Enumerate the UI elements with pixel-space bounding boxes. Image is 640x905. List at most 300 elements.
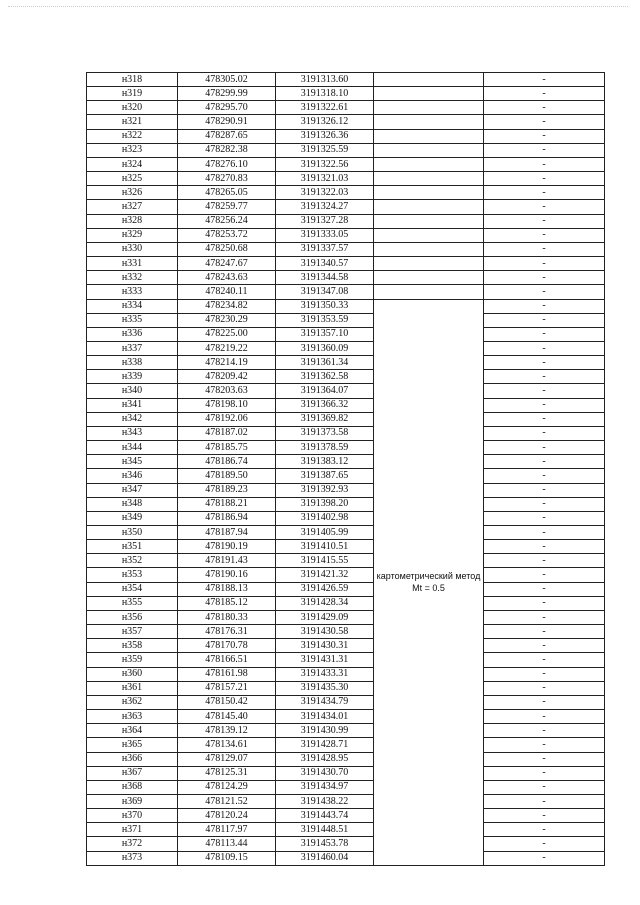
table-row <box>87 285 605 299</box>
x-coordinate-cell: 478166.51 <box>178 653 276 667</box>
y-coordinate-cell: 3191438.22 <box>276 794 374 808</box>
y-coordinate-cell: 3191435.30 <box>276 681 374 695</box>
empty-cell <box>374 228 484 242</box>
table-row <box>87 837 605 851</box>
point-name-cell: н339 <box>87 370 178 384</box>
note-cell: - <box>484 511 605 525</box>
empty-cell <box>374 73 484 87</box>
point-name-cell: н322 <box>87 129 178 143</box>
note-cell: - <box>484 186 605 200</box>
table-row <box>87 172 605 186</box>
x-coordinate-cell: 478161.98 <box>178 667 276 681</box>
table-row <box>87 327 605 341</box>
point-name-cell: н351 <box>87 540 178 554</box>
note-cell: - <box>484 568 605 582</box>
note-cell: - <box>484 441 605 455</box>
y-coordinate-cell: 3191434.01 <box>276 710 374 724</box>
point-name-cell: н335 <box>87 313 178 327</box>
table-row <box>87 497 605 511</box>
table-row <box>87 823 605 837</box>
y-coordinate-cell: 3191360.09 <box>276 341 374 355</box>
y-coordinate-cell: 3191340.57 <box>276 257 374 271</box>
table-row <box>87 341 605 355</box>
table-row <box>87 724 605 738</box>
x-coordinate-cell: 478186.74 <box>178 455 276 469</box>
table-row <box>87 596 605 610</box>
note-cell: - <box>484 129 605 143</box>
x-coordinate-cell: 478188.21 <box>178 497 276 511</box>
note-cell: - <box>484 837 605 851</box>
note-cell: - <box>484 667 605 681</box>
empty-cell <box>374 87 484 101</box>
x-coordinate-cell: 478134.61 <box>178 738 276 752</box>
table-row <box>87 200 605 214</box>
note-cell: - <box>484 271 605 285</box>
table-row <box>87 101 605 115</box>
x-coordinate-cell: 478253.72 <box>178 228 276 242</box>
x-coordinate-cell: 478145.40 <box>178 710 276 724</box>
x-coordinate-cell: 478191.43 <box>178 554 276 568</box>
y-coordinate-cell: 3191434.79 <box>276 695 374 709</box>
note-cell: - <box>484 327 605 341</box>
table-row <box>87 625 605 639</box>
point-name-cell: н353 <box>87 568 178 582</box>
y-coordinate-cell: 3191443.74 <box>276 809 374 823</box>
y-coordinate-cell: 3191361.34 <box>276 356 374 370</box>
empty-cell <box>374 186 484 200</box>
x-coordinate-cell: 478190.19 <box>178 540 276 554</box>
note-cell: - <box>484 794 605 808</box>
x-coordinate-cell: 478219.22 <box>178 341 276 355</box>
table-row <box>87 257 605 271</box>
point-name-cell: н324 <box>87 157 178 171</box>
table-row <box>87 214 605 228</box>
point-name-cell: н356 <box>87 610 178 624</box>
point-name-cell: н371 <box>87 823 178 837</box>
point-name-cell: н363 <box>87 710 178 724</box>
empty-cell <box>374 143 484 157</box>
x-coordinate-cell: 478250.68 <box>178 242 276 256</box>
y-coordinate-cell: 3191322.61 <box>276 101 374 115</box>
y-coordinate-cell: 3191430.31 <box>276 639 374 653</box>
point-name-cell: н343 <box>87 426 178 440</box>
x-coordinate-cell: 478265.05 <box>178 186 276 200</box>
note-cell: - <box>484 738 605 752</box>
point-name-cell: н358 <box>87 639 178 653</box>
scan-edge-marks <box>8 6 628 11</box>
y-coordinate-cell: 3191392.93 <box>276 483 374 497</box>
y-coordinate-cell: 3191398.20 <box>276 497 374 511</box>
x-coordinate-cell: 478113.44 <box>178 837 276 851</box>
note-cell: - <box>484 341 605 355</box>
y-coordinate-cell: 3191405.99 <box>276 526 374 540</box>
note-cell: - <box>484 639 605 653</box>
point-name-cell: н320 <box>87 101 178 115</box>
point-name-cell: н346 <box>87 469 178 483</box>
note-cell: - <box>484 610 605 624</box>
x-coordinate-cell: 478189.23 <box>178 483 276 497</box>
x-coordinate-cell: 478186.94 <box>178 511 276 525</box>
y-coordinate-cell: 3191387.65 <box>276 469 374 483</box>
x-coordinate-cell: 478295.70 <box>178 101 276 115</box>
point-name-cell: н369 <box>87 794 178 808</box>
x-coordinate-cell: 478185.12 <box>178 596 276 610</box>
x-coordinate-cell: 478234.82 <box>178 299 276 313</box>
x-coordinate-cell: 478287.65 <box>178 129 276 143</box>
x-coordinate-cell: 478139.12 <box>178 724 276 738</box>
table-row <box>87 540 605 554</box>
coordinates-table-body <box>87 73 605 866</box>
note-cell: - <box>484 823 605 837</box>
table-row <box>87 129 605 143</box>
note-cell: - <box>484 526 605 540</box>
table-row <box>87 766 605 780</box>
table-row <box>87 412 605 426</box>
note-cell: - <box>484 540 605 554</box>
table-row <box>87 469 605 483</box>
x-coordinate-cell: 478187.94 <box>178 526 276 540</box>
y-coordinate-cell: 3191460.04 <box>276 851 374 865</box>
note-cell: - <box>484 285 605 299</box>
y-coordinate-cell: 3191434.97 <box>276 780 374 794</box>
y-coordinate-cell: 3191327.28 <box>276 214 374 228</box>
empty-cell <box>374 172 484 186</box>
table-row <box>87 157 605 171</box>
note-cell: - <box>484 695 605 709</box>
table-row <box>87 653 605 667</box>
table-row <box>87 526 605 540</box>
note-cell: - <box>484 851 605 865</box>
note-cell: - <box>484 172 605 186</box>
point-name-cell: н355 <box>87 596 178 610</box>
note-cell: - <box>484 681 605 695</box>
x-coordinate-cell: 478109.15 <box>178 851 276 865</box>
note-cell: - <box>484 724 605 738</box>
table-row <box>87 313 605 327</box>
point-name-cell: н354 <box>87 582 178 596</box>
table-row <box>87 299 605 313</box>
point-name-cell: н337 <box>87 341 178 355</box>
point-name-cell: н325 <box>87 172 178 186</box>
table-row <box>87 710 605 724</box>
y-coordinate-cell: 3191313.60 <box>276 73 374 87</box>
table-row <box>87 115 605 129</box>
table-row <box>87 752 605 766</box>
note-cell: - <box>484 313 605 327</box>
x-coordinate-cell: 478256.24 <box>178 214 276 228</box>
point-name-cell: н362 <box>87 695 178 709</box>
x-coordinate-cell: 478203.63 <box>178 384 276 398</box>
empty-cell <box>374 242 484 256</box>
note-cell: - <box>484 469 605 483</box>
table-row <box>87 87 605 101</box>
y-coordinate-cell: 3191333.05 <box>276 228 374 242</box>
point-name-cell: н328 <box>87 214 178 228</box>
point-name-cell: н326 <box>87 186 178 200</box>
point-name-cell: н340 <box>87 384 178 398</box>
point-name-cell: н327 <box>87 200 178 214</box>
y-coordinate-cell: 3191322.03 <box>276 186 374 200</box>
x-coordinate-cell: 478170.78 <box>178 639 276 653</box>
y-coordinate-cell: 3191362.58 <box>276 370 374 384</box>
coordinates-table <box>86 72 605 866</box>
point-name-cell: н352 <box>87 554 178 568</box>
table-row <box>87 681 605 695</box>
y-coordinate-cell: 3191326.36 <box>276 129 374 143</box>
y-coordinate-cell: 3191421.32 <box>276 568 374 582</box>
note-cell: - <box>484 87 605 101</box>
x-coordinate-cell: 478120.24 <box>178 809 276 823</box>
table-row <box>87 242 605 256</box>
point-name-cell: н349 <box>87 511 178 525</box>
y-coordinate-cell: 3191453.78 <box>276 837 374 851</box>
x-coordinate-cell: 478214.19 <box>178 356 276 370</box>
empty-cell <box>374 257 484 271</box>
y-coordinate-cell: 3191357.10 <box>276 327 374 341</box>
point-name-cell: н333 <box>87 285 178 299</box>
y-coordinate-cell: 3191318.10 <box>276 87 374 101</box>
x-coordinate-cell: 478192.06 <box>178 412 276 426</box>
point-name-cell: н367 <box>87 766 178 780</box>
table-row <box>87 582 605 596</box>
x-coordinate-cell: 478176.31 <box>178 625 276 639</box>
note-cell: - <box>484 157 605 171</box>
y-coordinate-cell: 3191369.82 <box>276 412 374 426</box>
y-coordinate-cell: 3191430.99 <box>276 724 374 738</box>
note-cell: - <box>484 412 605 426</box>
table-row <box>87 794 605 808</box>
note-cell: - <box>484 115 605 129</box>
empty-cell <box>374 214 484 228</box>
table-row <box>87 441 605 455</box>
x-coordinate-cell: 478187.02 <box>178 426 276 440</box>
point-name-cell: н347 <box>87 483 178 497</box>
y-coordinate-cell: 3191353.59 <box>276 313 374 327</box>
table-row <box>87 809 605 823</box>
note-cell: - <box>484 752 605 766</box>
x-coordinate-cell: 478225.00 <box>178 327 276 341</box>
x-coordinate-cell: 478125.31 <box>178 766 276 780</box>
note-cell: - <box>484 780 605 794</box>
note-cell: - <box>484 596 605 610</box>
x-coordinate-cell: 478282.38 <box>178 143 276 157</box>
y-coordinate-cell: 3191448.51 <box>276 823 374 837</box>
x-coordinate-cell: 478276.10 <box>178 157 276 171</box>
y-coordinate-cell: 3191326.12 <box>276 115 374 129</box>
point-name-cell: н341 <box>87 398 178 412</box>
y-coordinate-cell: 3191428.95 <box>276 752 374 766</box>
empty-cell <box>374 115 484 129</box>
table-row <box>87 356 605 370</box>
y-coordinate-cell: 3191321.03 <box>276 172 374 186</box>
table-row <box>87 554 605 568</box>
point-name-cell: н348 <box>87 497 178 511</box>
table-row <box>87 73 605 87</box>
empty-cell <box>374 285 484 299</box>
y-coordinate-cell: 3191426.59 <box>276 582 374 596</box>
empty-cell <box>374 271 484 285</box>
note-cell: - <box>484 497 605 511</box>
empty-cell <box>374 200 484 214</box>
note-cell: - <box>484 625 605 639</box>
point-name-cell: н373 <box>87 851 178 865</box>
table-row <box>87 483 605 497</box>
note-cell: - <box>484 554 605 568</box>
point-name-cell: н336 <box>87 327 178 341</box>
table-row <box>87 639 605 653</box>
note-cell: - <box>484 200 605 214</box>
point-name-cell: н359 <box>87 653 178 667</box>
table-row <box>87 667 605 681</box>
point-name-cell: н366 <box>87 752 178 766</box>
table-row <box>87 738 605 752</box>
x-coordinate-cell: 478129.07 <box>178 752 276 766</box>
x-coordinate-cell: 478259.77 <box>178 200 276 214</box>
y-coordinate-cell: 3191322.56 <box>276 157 374 171</box>
note-cell: - <box>484 653 605 667</box>
x-coordinate-cell: 478190.16 <box>178 568 276 582</box>
x-coordinate-cell: 478185.75 <box>178 441 276 455</box>
table-row <box>87 851 605 865</box>
point-name-cell: н318 <box>87 73 178 87</box>
note-cell: - <box>484 426 605 440</box>
point-name-cell: н350 <box>87 526 178 540</box>
note-cell: - <box>484 356 605 370</box>
note-cell: - <box>484 73 605 87</box>
x-coordinate-cell: 478299.99 <box>178 87 276 101</box>
note-cell: - <box>484 809 605 823</box>
note-cell: - <box>484 101 605 115</box>
note-cell: - <box>484 582 605 596</box>
table-row <box>87 143 605 157</box>
table-row <box>87 271 605 285</box>
point-name-cell: н329 <box>87 228 178 242</box>
point-name-cell: н365 <box>87 738 178 752</box>
point-name-cell: н338 <box>87 356 178 370</box>
x-coordinate-cell: 478117.97 <box>178 823 276 837</box>
x-coordinate-cell: 478188.13 <box>178 582 276 596</box>
point-name-cell: н342 <box>87 412 178 426</box>
note-cell: - <box>484 370 605 384</box>
table-row <box>87 511 605 525</box>
note-cell: - <box>484 384 605 398</box>
x-coordinate-cell: 478243.63 <box>178 271 276 285</box>
note-cell: - <box>484 242 605 256</box>
y-coordinate-cell: 3191415.55 <box>276 554 374 568</box>
y-coordinate-cell: 3191430.70 <box>276 766 374 780</box>
point-name-cell: н332 <box>87 271 178 285</box>
y-coordinate-cell: 3191378.59 <box>276 441 374 455</box>
y-coordinate-cell: 3191428.34 <box>276 596 374 610</box>
x-coordinate-cell: 478209.42 <box>178 370 276 384</box>
note-cell: - <box>484 766 605 780</box>
y-coordinate-cell: 3191431.31 <box>276 653 374 667</box>
y-coordinate-cell: 3191430.58 <box>276 625 374 639</box>
x-coordinate-cell: 478180.33 <box>178 610 276 624</box>
x-coordinate-cell: 478240.11 <box>178 285 276 299</box>
note-cell: - <box>484 398 605 412</box>
table-row <box>87 610 605 624</box>
y-coordinate-cell: 3191364.07 <box>276 384 374 398</box>
y-coordinate-cell: 3191433.31 <box>276 667 374 681</box>
point-name-cell: н319 <box>87 87 178 101</box>
note-cell: - <box>484 257 605 271</box>
y-coordinate-cell: 3191429.09 <box>276 610 374 624</box>
point-name-cell: н370 <box>87 809 178 823</box>
note-cell: - <box>484 228 605 242</box>
y-coordinate-cell: 3191325.59 <box>276 143 374 157</box>
note-cell: - <box>484 483 605 497</box>
table-row <box>87 780 605 794</box>
method-cell: картометрический метод Mt = 0.5 <box>374 299 484 865</box>
y-coordinate-cell: 3191350.33 <box>276 299 374 313</box>
x-coordinate-cell: 478189.50 <box>178 469 276 483</box>
point-name-cell: н323 <box>87 143 178 157</box>
point-name-cell: н360 <box>87 667 178 681</box>
x-coordinate-cell: 478305.02 <box>178 73 276 87</box>
x-coordinate-cell: 478157.21 <box>178 681 276 695</box>
point-name-cell: н344 <box>87 441 178 455</box>
empty-cell <box>374 101 484 115</box>
y-coordinate-cell: 3191410.51 <box>276 540 374 554</box>
x-coordinate-cell: 478198.10 <box>178 398 276 412</box>
point-name-cell: н364 <box>87 724 178 738</box>
y-coordinate-cell: 3191344.58 <box>276 271 374 285</box>
y-coordinate-cell: 3191366.32 <box>276 398 374 412</box>
table-row <box>87 398 605 412</box>
y-coordinate-cell: 3191337.57 <box>276 242 374 256</box>
table-row <box>87 186 605 200</box>
x-coordinate-cell: 478124.29 <box>178 780 276 794</box>
y-coordinate-cell: 3191402.98 <box>276 511 374 525</box>
note-cell: - <box>484 299 605 313</box>
y-coordinate-cell: 3191373.58 <box>276 426 374 440</box>
x-coordinate-cell: 478270.83 <box>178 172 276 186</box>
empty-cell <box>374 157 484 171</box>
point-name-cell: н330 <box>87 242 178 256</box>
empty-cell <box>374 129 484 143</box>
table-row <box>87 426 605 440</box>
x-coordinate-cell: 478121.52 <box>178 794 276 808</box>
note-cell: - <box>484 214 605 228</box>
note-cell: - <box>484 455 605 469</box>
table-row <box>87 370 605 384</box>
point-name-cell: н361 <box>87 681 178 695</box>
table-row <box>87 695 605 709</box>
point-name-cell: н372 <box>87 837 178 851</box>
point-name-cell: н345 <box>87 455 178 469</box>
point-name-cell: н357 <box>87 625 178 639</box>
point-name-cell: н331 <box>87 257 178 271</box>
y-coordinate-cell: 3191324.27 <box>276 200 374 214</box>
y-coordinate-cell: 3191383.12 <box>276 455 374 469</box>
table-row <box>87 384 605 398</box>
point-name-cell: н368 <box>87 780 178 794</box>
y-coordinate-cell: 3191347.08 <box>276 285 374 299</box>
note-cell: - <box>484 143 605 157</box>
table-row <box>87 228 605 242</box>
note-cell: - <box>484 710 605 724</box>
x-coordinate-cell: 478230.29 <box>178 313 276 327</box>
table-row <box>87 455 605 469</box>
y-coordinate-cell: 3191428.71 <box>276 738 374 752</box>
point-name-cell: н321 <box>87 115 178 129</box>
table-row <box>87 568 605 582</box>
x-coordinate-cell: 478150.42 <box>178 695 276 709</box>
x-coordinate-cell: 478247.67 <box>178 257 276 271</box>
point-name-cell: н334 <box>87 299 178 313</box>
x-coordinate-cell: 478290.91 <box>178 115 276 129</box>
